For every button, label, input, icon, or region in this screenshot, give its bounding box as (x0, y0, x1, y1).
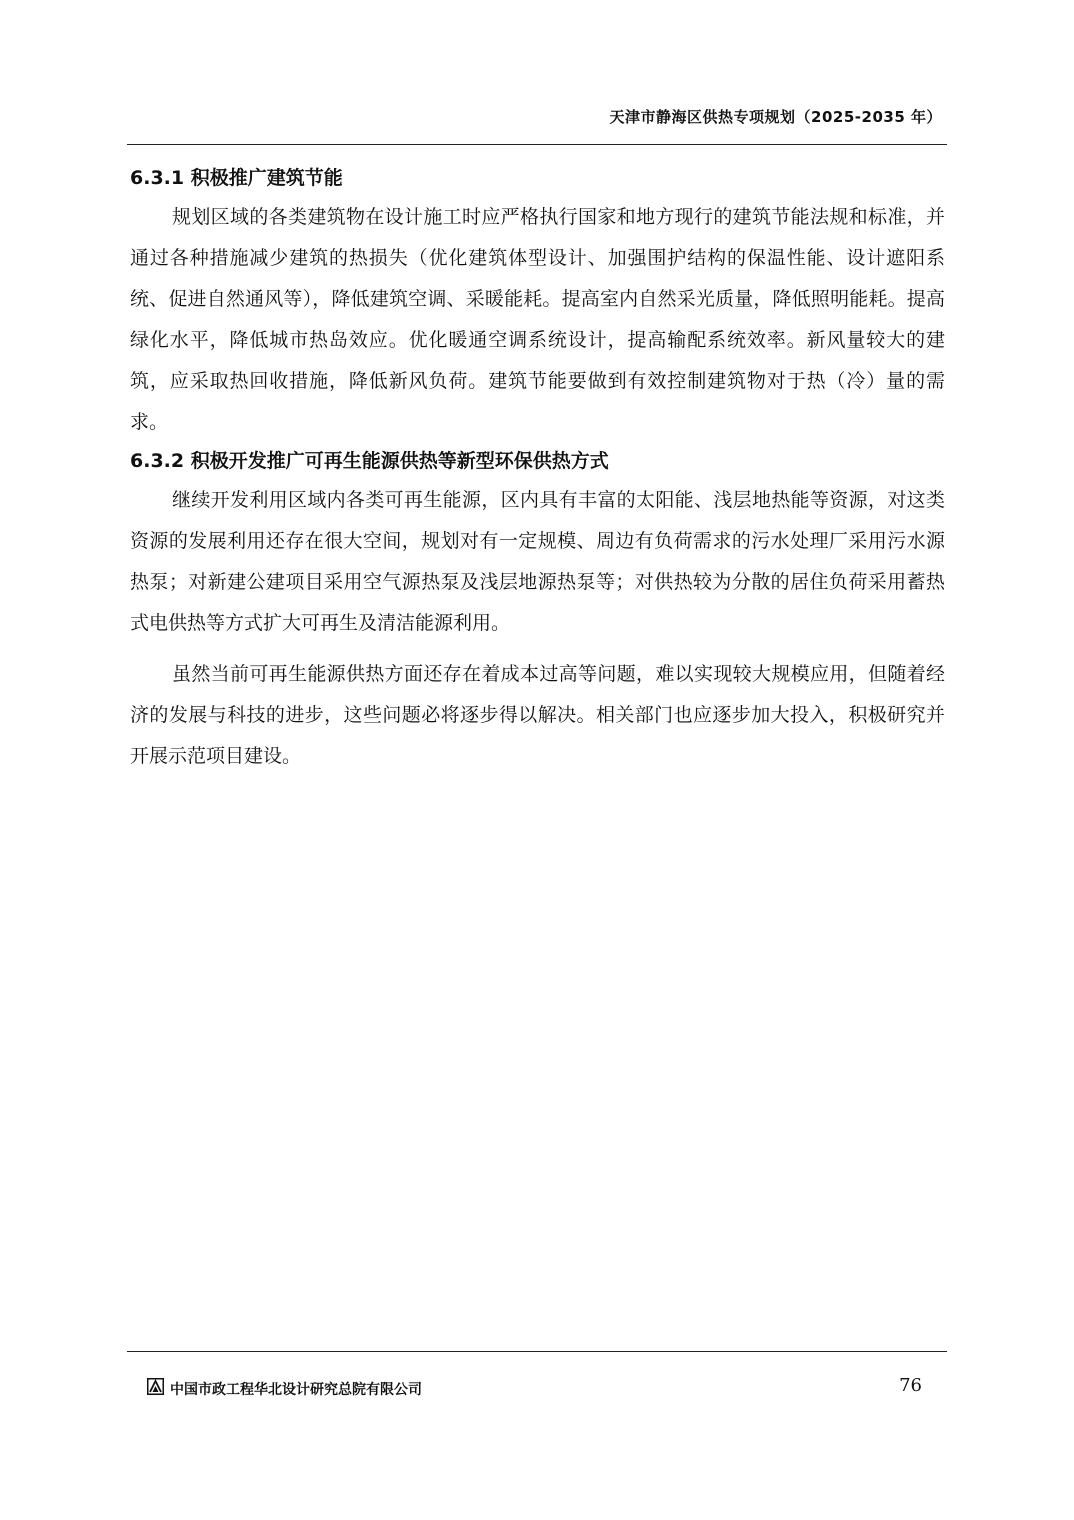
section-heading-6-3-1: 6.3.1 积极推广建筑节能 (130, 167, 343, 189)
section-heading-6-3-2: 6.3.2 积极开发推广可再生能源供热等新型环保供热方式 (130, 450, 609, 472)
page-body (130, 160, 945, 777)
header-divider (127, 144, 947, 145)
footer-divider (127, 1351, 947, 1352)
body-paragraph: 规划区域的各类建筑物在设计施工时应严格执行国家和地方现行的建筑节能法规和标准，并通过各种措施减少建筑的热损失（优化建筑体型设计、加强围护结构的保温性能、设计遮阳系统、促进自然通风等），降低建筑空调、采暖能耗。提高室内自然采光质量，降低照明能耗。提高绿化水平，降低城市热岛效应。优化暖通空调系统设计，提高输配系统效率。新风量较大的建筑，应采取热回收措施，降低新风负荷。建筑节能要做到有效控制建筑物对于热（冷）量的需求。 (130, 206, 945, 433)
body-paragraph: 继续开发利用区域内各类可再生能源，区内具有丰富的太阳能、浅层地热能等资源，对这类资源的发展利用还存在很大空间，规划对有一定规模、周边有负荷需求的污水处理厂采用污水源热泵；对新建公建项目采用空气源热泵及浅层地源热泵等；对供热较为分散的居住负荷采用蓄热式电供热等方式扩大可再生及清洁能源利用。 (130, 489, 945, 634)
page-number: 76 (899, 1375, 922, 1396)
company-logo-icon (147, 1378, 164, 1395)
running-header-title: 天津市静海区供热专项规划（2025-2035 年） (609, 108, 942, 126)
footer-company-name: 中国市政工程华北设计研究总院有限公司 (170, 1382, 422, 1398)
body-paragraph: 虽然当前可再生能源供热方面还存在着成本过高等问题，难以实现较大规模应用，但随着经济的发展与科技的进步，这些问题必将逐步得以解决。相关部门也应逐步加大投入，积极研究并开展示范项目建设。 (130, 663, 945, 767)
